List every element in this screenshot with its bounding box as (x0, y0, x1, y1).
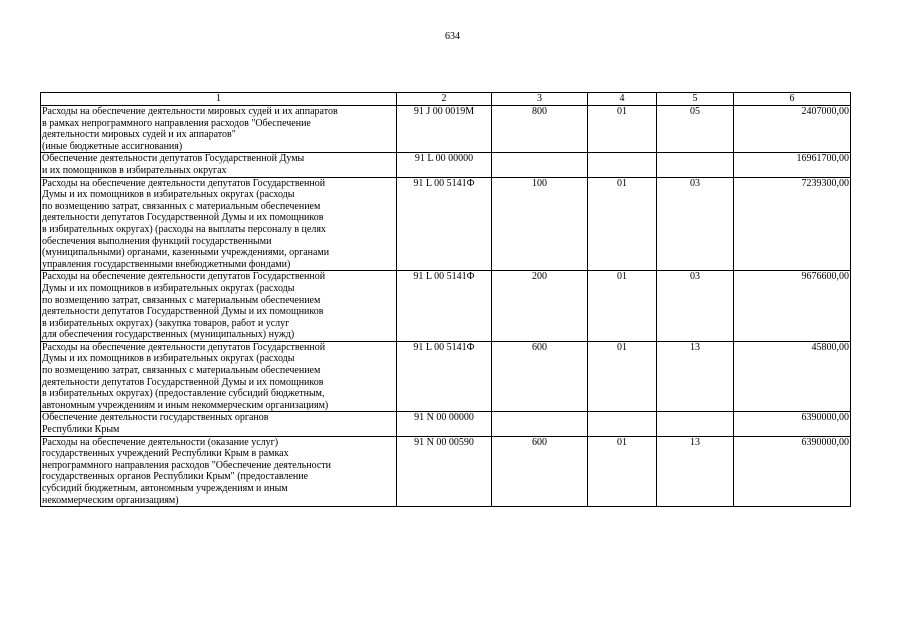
amount-cell: 6390000,00 (734, 436, 851, 507)
table-row (41, 271, 851, 342)
table-row (41, 341, 851, 412)
expense-name-cell: Расходы на обеспечение деятельности депутатов Государственной Думы и их помощников в избирательных округах (расходы по возмещению затрат, связанных с материальным обеспечением деятельности депутатов Государственной Думы и их помощников в избирательных округах) (расходы на выплаты персоналу в целях обеспечения выполнения функций государственными (муниципальными) органами, казенными учреждениями, органами управления государственными внебюджетными фондами) (41, 177, 397, 271)
expense-type-cell: 200 (492, 271, 588, 342)
target-code-cell: 91 J 00 0019М (397, 106, 492, 153)
section-cell (588, 412, 657, 436)
expense-name-cell: Расходы на обеспечение деятельности мировых судей и их аппаратов в рамках непрограммного направления расходов "Обеспечение деятельности мировых судей и их аппаратов" (иные бюджетные ассигнования) (41, 106, 397, 153)
expense-type-cell: 600 (492, 436, 588, 507)
expense-name-cell: Обеспечение деятельности государственных органов Республики Крым (41, 412, 397, 436)
subsection-cell (657, 153, 734, 177)
amount-cell: 16961700,00 (734, 153, 851, 177)
expense-name-cell: Обеспечение деятельности депутатов Государственной Думы и их помощников в избирательных округах (41, 153, 397, 177)
target-code-cell: 91 N 00 00590 (397, 436, 492, 507)
table-row (41, 106, 851, 153)
expense-type-cell (492, 153, 588, 177)
amount-cell: 6390000,00 (734, 412, 851, 436)
amount-cell: 45800,00 (734, 341, 851, 412)
column-number-1: 1 (41, 93, 397, 106)
target-code-cell: 91 L 00 5141Ф (397, 271, 492, 342)
table-row (41, 412, 851, 436)
expense-name-cell: Расходы на обеспечение деятельности депутатов Государственной Думы и их помощников в избирательных округах (расходы по возмещению затрат, связанных с материальным обеспечением деятельности депутатов Государственной Думы и их помощников в избирательных округах) (закупка товаров, работ и услуг для обеспечения государственных (муниципальных) нужд) (41, 271, 397, 342)
target-code-cell: 91 L 00 00000 (397, 153, 492, 177)
section-cell: 01 (588, 271, 657, 342)
expense-name-cell: Расходы на обеспечение деятельности (оказание услуг) государственных учреждений Республики Крым в рамках непрограммного направления расходов "Обеспечение деятельности государственных органов Республики Крым" (предоставление субсидий бюджетным, автономным учреждениям и иным некоммерческим организациям) (41, 436, 397, 507)
table-row (41, 436, 851, 507)
column-number-6: 6 (734, 93, 851, 106)
expense-type-cell: 100 (492, 177, 588, 271)
target-code-cell: 91 L 00 5141Ф (397, 341, 492, 412)
section-cell: 01 (588, 106, 657, 153)
expense-type-cell: 800 (492, 106, 588, 153)
amount-cell: 2407000,00 (734, 106, 851, 153)
column-number-2: 2 (397, 93, 492, 106)
table-row (41, 153, 851, 177)
subsection-cell: 13 (657, 341, 734, 412)
subsection-cell (657, 412, 734, 436)
section-cell: 01 (588, 341, 657, 412)
expense-type-cell: 600 (492, 341, 588, 412)
section-cell: 01 (588, 436, 657, 507)
section-cell: 01 (588, 177, 657, 271)
target-code-cell: 91 N 00 00000 (397, 412, 492, 436)
subsection-cell: 05 (657, 106, 734, 153)
page-number: 634 (445, 31, 460, 42)
subsection-cell: 13 (657, 436, 734, 507)
column-number-4: 4 (588, 93, 657, 106)
amount-cell: 7239300,00 (734, 177, 851, 271)
subsection-cell: 03 (657, 177, 734, 271)
subsection-cell: 03 (657, 271, 734, 342)
column-number-5: 5 (657, 93, 734, 106)
expense-type-cell (492, 412, 588, 436)
target-code-cell: 91 L 00 5141Ф (397, 177, 492, 271)
section-cell (588, 153, 657, 177)
column-number-row (41, 93, 851, 106)
amount-cell: 9676600,00 (734, 271, 851, 342)
column-number-3: 3 (492, 93, 588, 106)
expense-name-cell: Расходы на обеспечение деятельности депутатов Государственной Думы и их помощников в избирательных округах (расходы по возмещению затрат, связанных с материальным обеспечением деятельности депутатов Государственной Думы и их помощников в избирательных округах) (предоставление субсидий бюджетным, автономным учреждениям и иным некоммерческим организациям) (41, 341, 397, 412)
table-row (41, 177, 851, 271)
budget-table (40, 92, 851, 507)
